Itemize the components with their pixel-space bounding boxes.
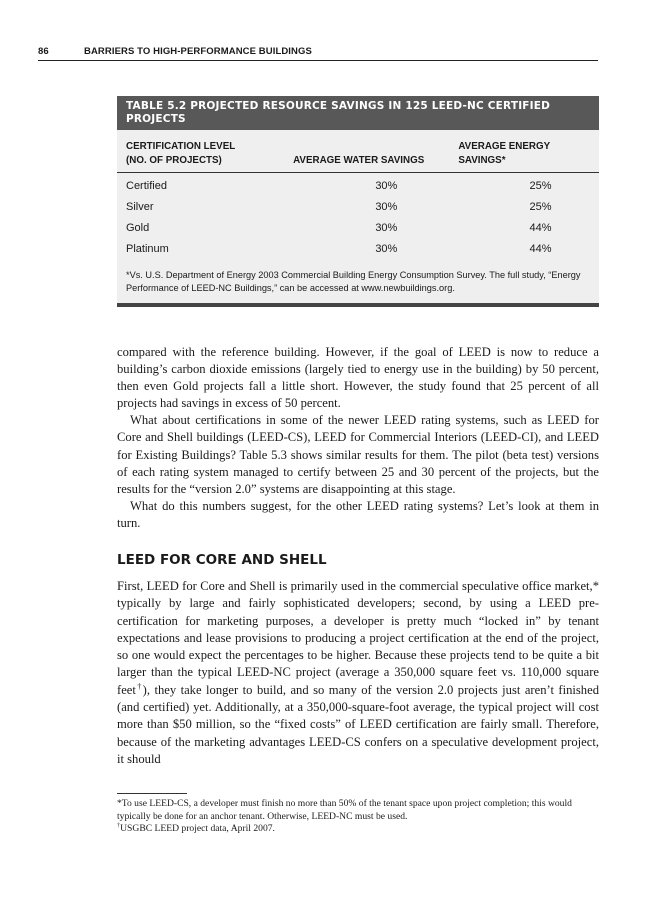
- table-row: [117, 238, 599, 259]
- section-text: [117, 578, 599, 768]
- table-header: [117, 130, 599, 173]
- cell-level: Certified: [126, 179, 167, 192]
- running-title: BARRIERS TO HIGH-PERFORMANCE BUILDINGS: [84, 46, 312, 57]
- paragraph: First, LEED for Core and Shell is primarily used in the commercial speculative office market,* typically by large and fairly sophisticated developers; second, by using a LEED pre-certification for marketing purposes, a developer is pretty much “locked in” by tenant expectations and lease provisions to producing a project certification at the end of the project, so one would expect the percentages to be higher. Because these projects tend to be quite a bit larger than the typical LEED-NC project (average a 350,000 square feet vs. 110,000 square feet†), they take longer to build, and so many of the version 2.0 projects just aren’t finished (and certified) yet. Additionally, at a 350,000-square-foot average, the typical project will cost more than $50 million, so the “fixed costs” of LEED certification are fairly small. Therefore, because of the marketing advantages LEED-CS confers on a speculative development project, it should: [117, 579, 599, 766]
- table-row: [117, 196, 599, 217]
- cell-energy: 44%: [529, 221, 552, 234]
- cell-level: Platinum: [126, 242, 169, 255]
- table-row: [117, 217, 599, 238]
- footnotes: [117, 798, 599, 836]
- cell-water: 30%: [375, 242, 398, 255]
- data-table: [117, 96, 599, 307]
- section-heading: LEED FOR CORE AND SHELL: [117, 552, 327, 568]
- column-header-energy: AVERAGE ENERGY SAVINGS*: [458, 141, 551, 166]
- cell-energy: 25%: [529, 200, 552, 213]
- table-footnote: *Vs. U.S. Department of Energy 2003 Commercial Building Energy Consumption Survey. The full study, “Energy Performance of LEED-NC Buildings,” can be accessed at www.newbuildings.org.: [126, 270, 581, 293]
- cell-energy: 25%: [529, 179, 552, 192]
- table-body: [117, 173, 599, 261]
- dagger-mark: †: [117, 821, 121, 829]
- footnote: *To use LEED-CS, a developer must finish no more than 50% of the tenant space upon project completion; this would typically be done for an anchor tenant. Otherwise, LEED-NC must be used.: [117, 798, 572, 822]
- cell-water: 30%: [375, 221, 398, 234]
- cell-level: Silver: [126, 200, 154, 213]
- page-number: 86: [38, 46, 49, 57]
- table-title: TABLE 5.2 PROJECTED RESOURCE SAVINGS IN 125 LEED-NC CERTIFIED PROJECTS: [117, 96, 599, 130]
- footnote: †USGBC LEED project data, April 2007.: [117, 821, 275, 834]
- cell-energy: 44%: [529, 242, 552, 255]
- footnote-divider: [117, 793, 187, 794]
- paragraph: compared with the reference building. However, if the goal of LEED is now to reduce a building’s carbon dioxide emissions (largely tied to energy use in the building) by 50 percent, then even Gold projects fall a little short. However, the study found that 25 percent of all projects had savings in excess of 50 percent.: [117, 345, 599, 411]
- column-header-level: CERTIFICATION LEVEL (NO. OF PROJECTS): [126, 141, 236, 166]
- paragraph: What about certifications in some of the newer LEED rating systems, such as LEED for Core and Shell buildings (LEED-CS), LEED for Commercial Interiors (LEED-CI), and LEED for Existing Buildings? Table 5.3 shows similar results for them. The pilot (beta test) versions of each rating system managed to certify between 25 and 30 percent of the projects, but the results for the “version 2.0” systems are disappointing at this stage.: [117, 413, 599, 496]
- running-head: [38, 46, 598, 61]
- paragraph: What do this numbers suggest, for the other LEED rating systems? Let’s look at them in turn.: [117, 498, 599, 530]
- cell-water: 30%: [375, 179, 398, 192]
- cell-level: Gold: [126, 221, 150, 234]
- table-row: [117, 175, 599, 196]
- body-text: [117, 344, 599, 532]
- cell-water: 30%: [375, 200, 398, 213]
- column-header-water: AVERAGE WATER SAVINGS: [293, 155, 425, 166]
- dagger-mark: †: [135, 681, 143, 691]
